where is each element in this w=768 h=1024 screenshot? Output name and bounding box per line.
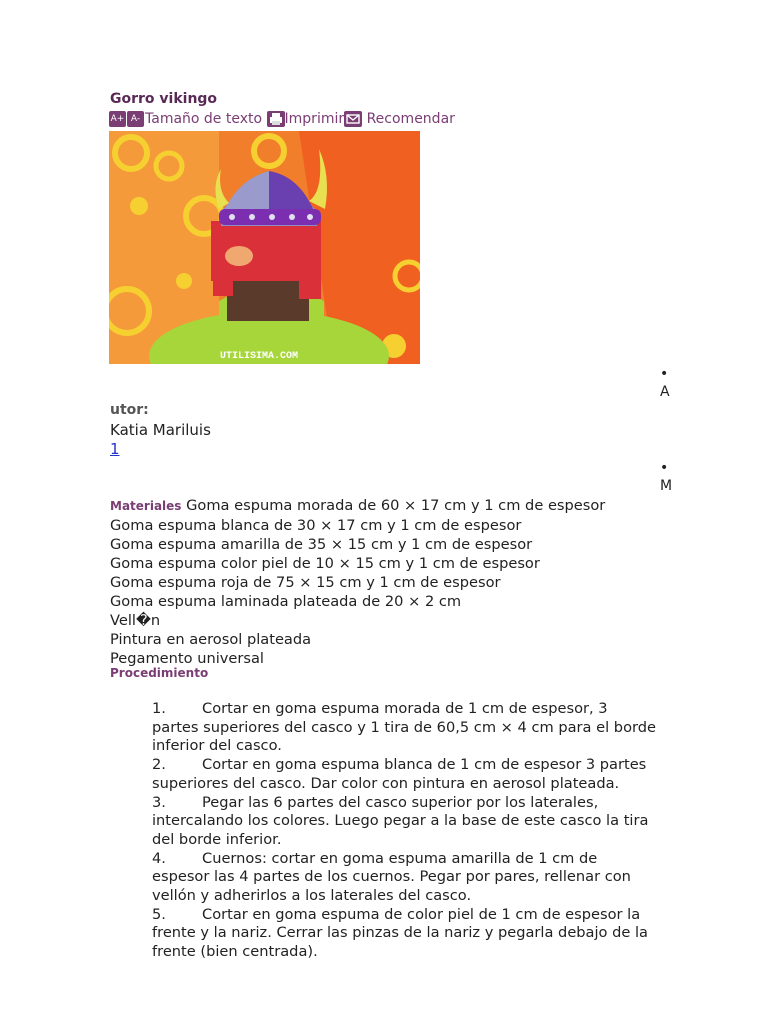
step-item <box>152 850 657 906</box>
recommend-link[interactable]: Recomendar <box>366 111 455 127</box>
envelope-icon[interactable] <box>344 111 362 127</box>
step-item <box>152 756 657 793</box>
page-title: Gorro vikingo <box>110 91 218 107</box>
side-letter: A <box>660 384 670 400</box>
material-item: Pegamento universal <box>110 650 264 667</box>
step-text: Cortar en goma espuma morada de 1 cm de espesor, 3 partes superiores del casco y 1 tira de 60,5 cm × 4 cm para el borde inferior del casco. <box>152 700 656 755</box>
material-item: Goma espuma laminada plateada de 20 × 2 cm <box>110 593 462 610</box>
step-number: 4. <box>152 849 166 867</box>
step-text: Pegar las 6 partes del casco superior por los laterales, intercalando los colores. Luego pegar a la base de este casco la tira del borde inferior. <box>152 793 649 848</box>
material-item: Pintura en aerosol plateada <box>110 631 312 648</box>
step-number: 1. <box>152 700 166 717</box>
material-item: Goma espuma morada de 60 × 17 cm y 1 cm de espesor <box>186 497 606 514</box>
step-number: 2. <box>152 756 166 774</box>
bullet: • <box>660 366 669 382</box>
article-toolbar <box>109 111 455 127</box>
side-list-item-a <box>660 365 670 401</box>
author-label: utor: <box>110 402 149 418</box>
bullet: • <box>660 460 669 476</box>
step-number: 3. <box>152 793 166 811</box>
photo-watermark: UTILISIMA.COM <box>219 351 299 362</box>
step-text: Cortar en goma espuma de color piel de 1 cm de espesor la frente y la nariz. Cerrar las pinzas de la nariz y pegarla debajo de la frente (bien centrada). <box>152 905 649 961</box>
material-item: Goma espuma amarilla de 35 × 15 cm y 1 cm de espesor <box>110 536 533 553</box>
author-name: Katia Mariluis <box>110 421 211 439</box>
material-item: Goma espuma roja de 75 × 15 cm y 1 cm de espesor <box>110 574 501 591</box>
material-item: Goma espuma color piel de 10 × 15 cm y 1 cm de espesor <box>110 555 540 572</box>
text-size-increase-icon[interactable]: A+ <box>109 111 126 127</box>
step-item <box>152 906 657 962</box>
materials-label: Materiales <box>110 499 182 513</box>
step-text: Cortar en goma espuma blanca de 1 cm de espesor 3 partes superiores del casco. Dar color con pintura en aerosol plateada. <box>152 756 647 792</box>
procedure-label: Procedimiento <box>110 666 209 680</box>
print-link[interactable]: Imprimir <box>284 111 345 127</box>
side-list-item-m <box>660 459 672 495</box>
step-item <box>152 700 657 756</box>
text-size-link[interactable]: Tamaño de texto <box>145 111 263 127</box>
step-text: Cuernos: cortar en goma espuma amarilla de 1 cm de espesor las 4 partes de los cuernos. Pegar por pares, rellenar con vellón y adherirlos a los laterales del casco. <box>152 849 631 905</box>
material-item: Goma espuma blanca de 30 × 17 cm y 1 cm de espesor <box>110 517 522 534</box>
step-item <box>152 794 657 850</box>
procedure-steps <box>152 700 657 962</box>
side-letter: M <box>660 478 673 494</box>
materials-list <box>110 496 605 668</box>
author-link[interactable]: 1 <box>110 440 120 458</box>
printer-icon[interactable] <box>267 111 285 127</box>
viking-hat-photo <box>109 131 420 364</box>
text-size-decrease-icon[interactable]: A- <box>127 111 144 127</box>
material-item: Vell�n <box>110 612 161 629</box>
step-number: 5. <box>152 905 166 923</box>
